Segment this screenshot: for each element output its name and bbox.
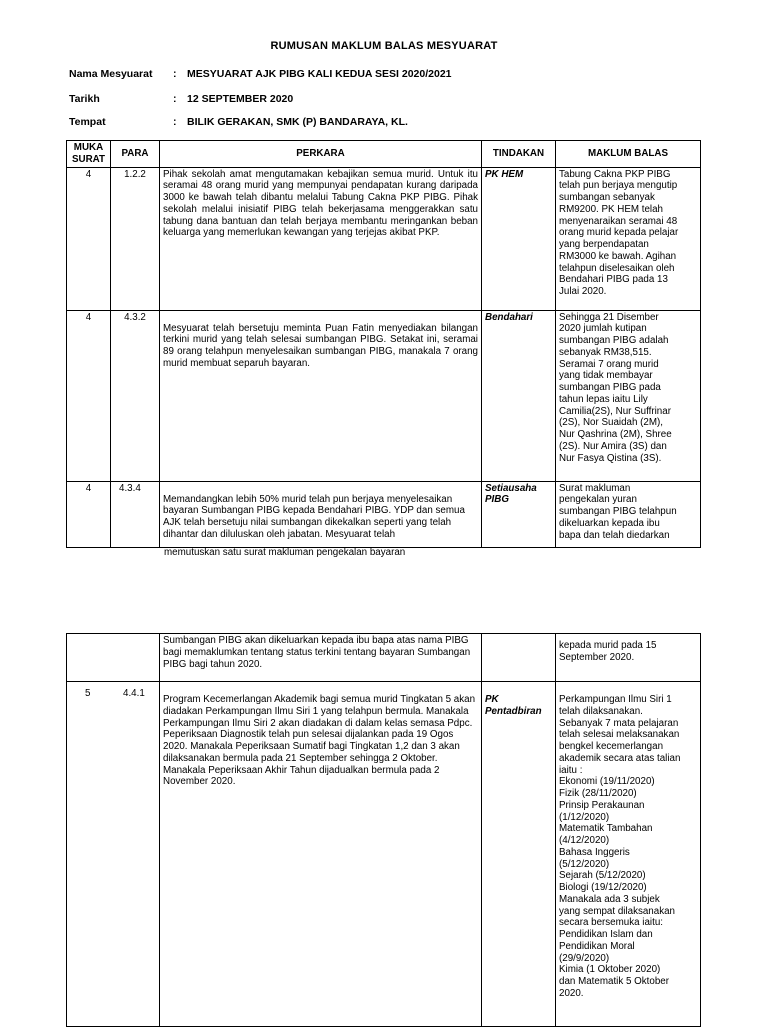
cell-para: 4.3.2 <box>111 310 160 481</box>
meta-value: 12 SEPTEMBER 2020 <box>187 93 294 105</box>
maklum-balas-line: Biologi (19/12/2020) <box>559 882 647 893</box>
header-tindakan: TINDAKAN <box>482 141 556 168</box>
maklum-balas-line: Julai 2020. <box>559 286 607 297</box>
maklum-balas-line: Perkampungan Ilmu Siri 1 <box>559 694 672 705</box>
cell-para: 4.3.4 <box>111 481 160 547</box>
maklum-balas-line: Ekonomi (19/11/2020) <box>559 776 655 788</box>
maklum-balas-line: Manakala ada 3 subjek <box>559 893 660 905</box>
document-title: RUMUSAN MAKLUM BALAS MESYUARAT <box>270 40 498 52</box>
maklum-balas-line: Bendahari PIBG pada 13 <box>559 274 668 286</box>
table-row <box>67 481 701 547</box>
cell-muka-surat: 4 <box>67 167 111 310</box>
table-header-row <box>67 141 701 168</box>
maklum-balas-line: Sehingga 21 Disember <box>559 311 659 323</box>
cell-tindakan: Bendahari <box>482 310 556 481</box>
maklum-balas-line: Pendidikan Moral <box>559 940 635 952</box>
header-para: PARA <box>111 141 160 168</box>
maklum-balas-line: Surat makluman <box>559 482 631 494</box>
maklum-balas-line: 2020. <box>559 987 584 999</box>
maklum-balas-line: yang sempat dilaksanakan <box>559 905 676 917</box>
maklum-balas-line: RM9200. PK HEM telah <box>559 203 664 215</box>
maklum-balas-line: RM3000 ke bawah. Agihan <box>559 250 677 262</box>
maklum-balas-line: (1/12/2020) <box>559 811 610 823</box>
maklum-balas-line: Seramai 7 orang murid <box>559 358 659 370</box>
maklum-balas-line: (4/12/2020) <box>559 835 610 846</box>
cell-perkara: Sumbangan PIBG akan dikeluarkan kepada ibu bapa atas nama PIBG bagi memaklumkan tentang status terkini tentang bayaran Sumbangan PIBG bagi tahun 2020. <box>160 634 482 682</box>
meta-value: MESYUARAT AJK PIBG KALI KEDUA SESI 2020/2021 <box>187 68 452 80</box>
minutes-table-page-1 <box>66 140 701 548</box>
minutes-table-page-2 <box>66 633 701 1027</box>
maklum-balas-line: Prinsip Perakaunan <box>559 799 645 811</box>
maklum-balas-line: sumbangan PIBG pada <box>559 382 661 393</box>
maklum-balas-line: orang murid kepada pelajar <box>559 227 679 239</box>
maklum-balas-line: Matematik Tambahan <box>559 823 653 835</box>
cell-maklum-balas <box>556 634 701 682</box>
cell-perkara <box>160 481 482 547</box>
maklum-balas-line: (2S), Nor Suaidah (2M), <box>559 417 663 429</box>
maklum-balas-line: tahun lepas iaitu Lily <box>559 393 648 405</box>
maklum-balas-line: Sejarah (5/12/2020) <box>559 870 646 882</box>
meta-colon: : <box>173 68 177 80</box>
maklum-balas-line: iaitu : <box>559 764 583 776</box>
maklum-balas-line: Nur Fasya Qistina (3S). <box>559 452 662 464</box>
maklum-balas-line: kepada murid pada 15 <box>559 640 657 651</box>
maklum-balas-line: sebanyak RM38,515. <box>559 346 652 358</box>
header-maklum-balas: MAKLUM BALAS <box>556 141 701 168</box>
meta-value: BILIK GERAKAN, SMK (P) BANDARAYA, KL. <box>187 116 408 128</box>
cell-maklum-balas <box>556 481 701 547</box>
meta-label: Tempat <box>69 116 106 128</box>
meta-label: Nama Mesyuarat <box>69 68 153 80</box>
cell-muka-surat: 5 <box>85 688 91 699</box>
maklum-balas-line: Kimia (1 Oktober 2020) <box>559 964 661 976</box>
cell-tindakan: PK HEM <box>482 167 556 310</box>
table-row <box>67 310 701 481</box>
maklum-balas-line: telahpun diselesaikan oleh <box>559 262 675 274</box>
maklum-balas-line: sumbangan PIBG telahpun <box>559 506 677 517</box>
tindakan-line: Setiausaha <box>485 482 537 494</box>
maklum-balas-line: secara bersemuka iaitu: <box>559 917 664 929</box>
maklum-balas-line: Pendidikan Islam dan <box>559 929 653 940</box>
header-muka-line1: MUKA <box>73 142 104 153</box>
maklum-balas-line: Fizik (28/11/2020) <box>559 788 637 799</box>
maklum-balas-line: September 2020. <box>559 651 635 663</box>
cell-muka-surat: 4 <box>67 310 111 481</box>
maklum-balas-line: (29/9/2020) <box>559 952 610 964</box>
cell-para: 4.4.1 <box>123 688 145 699</box>
cell-perkara: Pihak sekolah amat mengutamakan kebajikan semua murid. Untuk itu seramai 48 orang murid yang mempunyai pendapatan kurang daripada 3000 ke bawah telah dibantu melalui Tabung Cakna PKP PIBG. Pihak sekolah melalui inisiatif PIBG telah bekerjasama menggerakkan satu tabung dana bantuan dan telah berjaya membantu meringankan beban keluarga yang memerlukan kewangan yang terjejas akibat PKP. <box>160 167 482 310</box>
maklum-balas-line: Camilia(2S), Nur Suffrinar <box>559 405 671 417</box>
table-row <box>67 634 701 682</box>
perkara-text: Memandangkan lebih 50% murid telah pun berjaya menyelesaikan bayaran Sumbangan PIBG kepada Bendahari PIBG. YDP dan semua AJK telah bersetuju nilai sumbangan dikekalkan seperti yang telah dihantar dan diluluskan oleh jabatan. Mesyuarat telah <box>163 493 465 540</box>
tindakan-line: PIBG <box>485 494 509 506</box>
maklum-balas-line: sumbangan sebanyak <box>559 192 655 203</box>
meta-label: Tarikh <box>69 93 100 105</box>
perkara-text: Mesyuarat telah bersetuju meminta Puan Fatin menyediakan bilangan terkini murid yang telah selesai sumbangan PIBG. Setakat ini, seramai 89 orang telahpun menyelesaikan sumbangan PIBG, manakala 7 orang murid membuat separuh bayaran. <box>163 322 478 369</box>
maklum-balas-line: (5/12/2020) <box>559 858 610 870</box>
table-row <box>67 682 701 1027</box>
maklum-balas-line: akademik secara atas talian <box>559 752 681 764</box>
maklum-balas-line: Nur Qashrina (2M), Shree <box>559 429 672 440</box>
maklum-balas-line: telah dilaksanakan. <box>559 705 643 717</box>
maklum-balas-line: sumbangan PIBG adalah <box>559 335 669 346</box>
cell-maklum-balas <box>556 682 701 1027</box>
perkara-text: Program Kecemerlangan Akademik bagi semua murid Tingkatan 5 akan diadakan Perkampungan Ilmu Siri 1 yang telahpun bermula. Manakala Perkampungan Ilmu Siri 2 akan diadakan di dalam kelas semasa Pdpc. Peperiksaan Diagnostik telah pun selesai dijalankan pada 19 Ogos 2020. Manakala Peperiksaan Sumatif bagi Tingkatan 1,2 dan 3 akan dilaksanakan bermula pada 21 September sehingga 2 Oktober. Manakala Peperiksaan Akhir Tahun dijadualkan bermula pada 2 November 2020. <box>163 694 476 788</box>
maklum-balas-line: pengekalan yuran <box>559 494 637 506</box>
maklum-balas-line: telah pun berjaya mengutip <box>559 180 678 192</box>
meta-colon: : <box>173 93 177 105</box>
maklum-balas-line: telah selesai melaksanakan <box>559 729 680 741</box>
cell-maklum-balas <box>556 167 701 310</box>
maklum-balas-line: bapa dan telah diedarkan <box>559 529 670 541</box>
maklum-balas-line: Bahasa Inggeris <box>559 846 630 858</box>
tindakan-line: Pentadbiran <box>485 705 542 717</box>
maklum-balas-line: Tabung Cakna PKP PIBG <box>559 168 671 180</box>
cell-perkara <box>160 682 482 1027</box>
cell-muka-para <box>67 682 158 1027</box>
table-row <box>67 167 701 310</box>
header-muka-line2: SURAT <box>71 153 106 165</box>
tindakan-line: PK <box>485 694 499 705</box>
maklum-balas-line: (2S). Nur Amira (3S) dan <box>559 440 667 452</box>
perkara-overflow-text: memutuskan satu surat makluman pengekalan bayaran <box>164 547 406 558</box>
maklum-balas-line: yang tidak membayar <box>559 370 653 382</box>
cell-para: 1.2.2 <box>111 167 160 310</box>
cell-tindakan <box>482 634 556 682</box>
cell-muka-surat: 4 <box>67 481 111 547</box>
meta-colon: : <box>173 116 177 128</box>
maklum-balas-line: dikeluarkan kepada ibu <box>559 517 660 529</box>
cell-muka-surat <box>67 634 158 682</box>
maklum-balas-line: yang berpendapatan <box>559 239 649 250</box>
maklum-balas-line: 2020 jumlah kutipan <box>559 323 647 335</box>
maklum-balas-line: bengkel kecemerlangan <box>559 741 664 752</box>
maklum-balas-line: dan Matematik 5 Oktober <box>559 976 669 987</box>
cell-perkara <box>160 310 482 481</box>
maklum-balas-line: Sebanyak 7 mata pelajaran <box>559 717 679 729</box>
cell-tindakan <box>482 682 556 1027</box>
cell-tindakan <box>482 481 556 547</box>
header-perkara: PERKARA <box>160 141 482 168</box>
maklum-balas-line: menyenaraikan seramai 48 <box>559 215 678 227</box>
header-muka-surat <box>67 141 111 168</box>
cell-maklum-balas <box>556 310 701 481</box>
